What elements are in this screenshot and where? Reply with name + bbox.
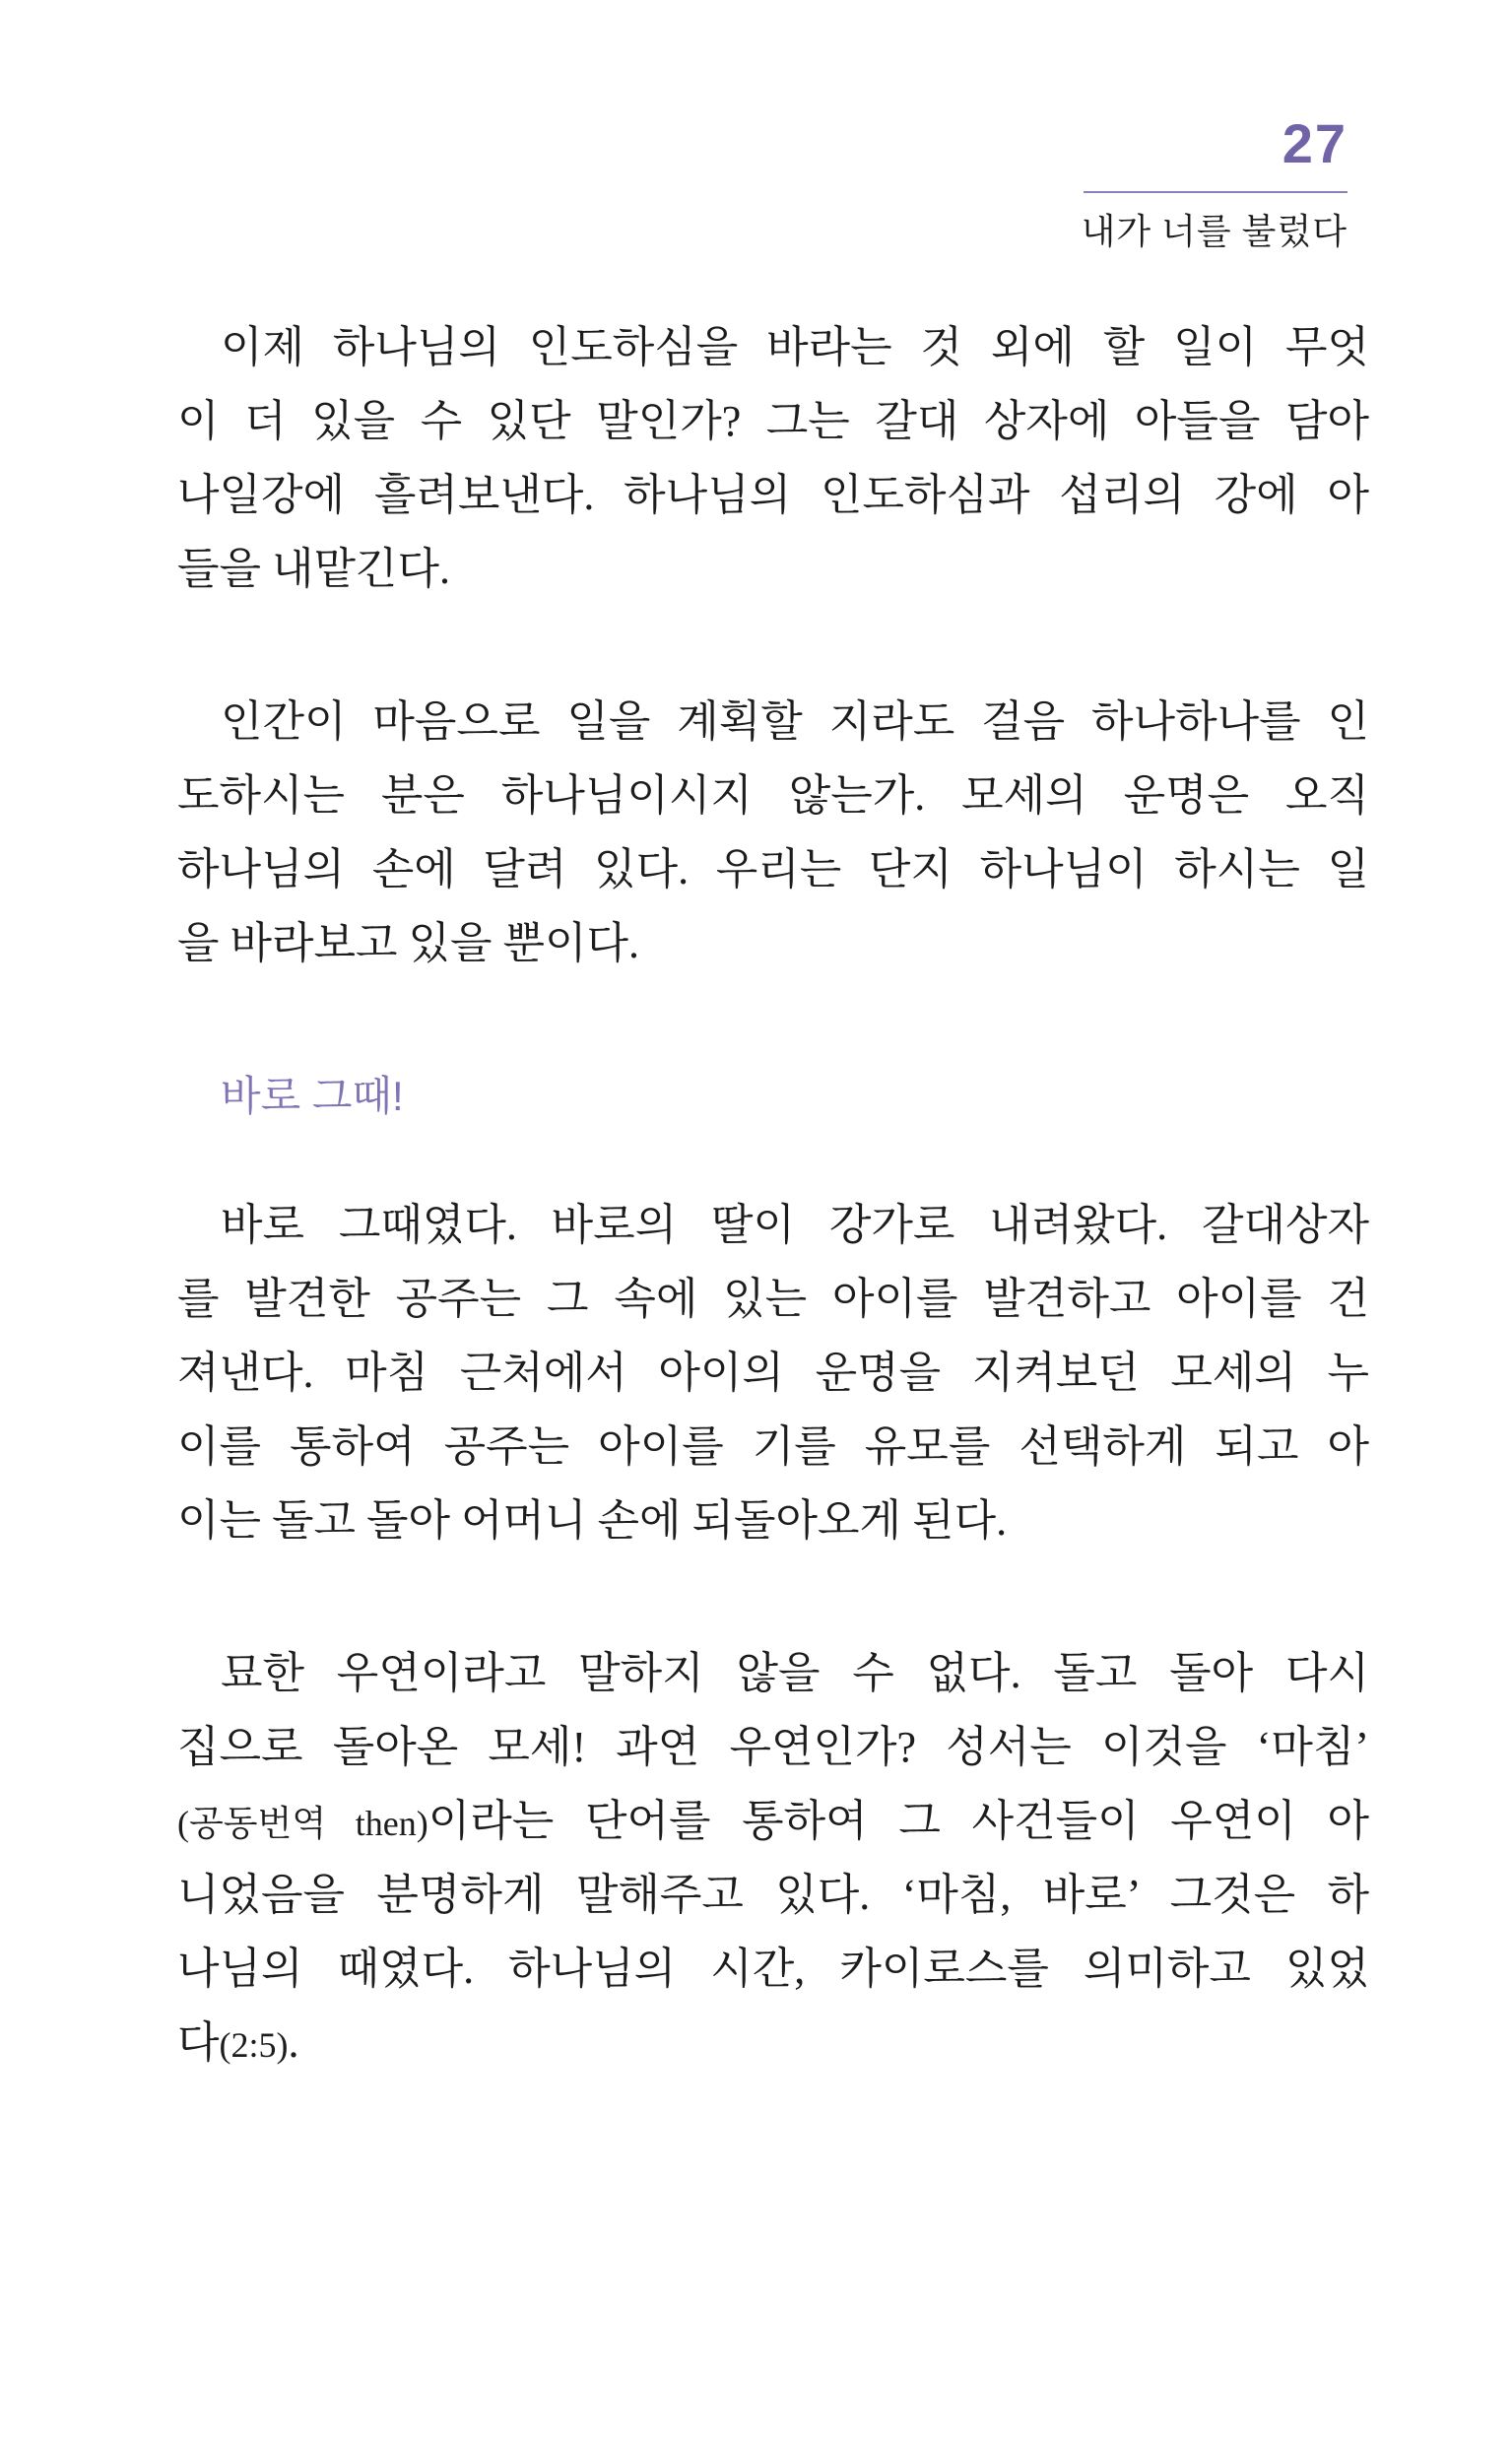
text-line: 니었음을 분명하게 말해주고 있다. ‘마침, 바로’ 그것은 하	[177, 1871, 1369, 1919]
text-line: 묘한 우연이라고 말하지 않을 수 없다. 돌고 돌아 다시	[221, 1649, 1369, 1697]
text-line	[177, 1784, 1369, 1858]
text-line: 를 발견한 공주는 그 속에 있는 아이를 발견하고 아이를 건	[177, 1275, 1369, 1323]
body-text	[177, 310, 1369, 2158]
paragraph	[177, 685, 1369, 980]
paragraph	[177, 1188, 1369, 1557]
text-line: 바로 그때였다. 바로의 딸이 강가로 내려왔다. 갈대상자	[221, 1201, 1369, 1249]
text-line: 집으로 돌아온 모세! 과연 우연인가? 성서는 이것을 ‘마침’	[177, 1723, 1369, 1771]
text-line: 이를 통하여 공주는 아이를 기를 유모를 선택하게 되고 아	[177, 1422, 1369, 1471]
text-line: 이 더 있을 수 있단 말인가? 그는 갈대 상자에 아들을 담아	[177, 397, 1369, 445]
text-line: 져낸다. 마침 근처에서 아이의 운명을 지켜보던 모세의 누	[177, 1349, 1369, 1397]
section-heading: 바로 그때!	[221, 1073, 404, 1119]
page-number: 27	[1282, 112, 1348, 174]
text-line	[177, 2006, 1369, 2080]
text-segment: .	[288, 2018, 299, 2067]
text-line: 나일강에 흘려보낸다. 하나님의 인도하심과 섭리의 강에 아	[177, 471, 1369, 519]
text-line: 을 바라보고 있을 뿐이다.	[177, 919, 640, 967]
text-segment: 이라는 단어를 통하여 그 사건들이 우연이 아	[427, 1797, 1370, 1845]
text-line: 나님의 때였다. 하나님의 시간, 카이로스를 의미하고 있었	[177, 1945, 1369, 1993]
text-line: 하나님의 손에 달려 있다. 우리는 단지 하나님이 하시는 일	[177, 845, 1369, 893]
text-segment: 다	[177, 2018, 220, 2067]
running-title: 내가 너를 불렀다	[1081, 212, 1348, 251]
text-line: 이제 하나님의 인도하심을 바라는 것 외에 할 일이 무엇	[221, 323, 1369, 371]
header-rule	[1084, 191, 1348, 193]
text-line: 도하시는 분은 하나님이시지 않는가. 모세의 운명은 오직	[177, 771, 1369, 820]
inline-gloss: (2:5)	[219, 2025, 289, 2065]
inline-gloss: (공동번역 then)	[177, 1804, 428, 1843]
text-line: 이는 돌고 돌아 어머니 손에 되돌아오게 된다.	[177, 1496, 1008, 1545]
text-line: 들을 내맡긴다.	[177, 545, 451, 593]
text-line: 인간이 마음으로 일을 계획할 지라도 걸음 하나하나를 인	[221, 697, 1369, 746]
paragraph	[177, 1636, 1369, 2080]
paragraph	[177, 310, 1369, 606]
